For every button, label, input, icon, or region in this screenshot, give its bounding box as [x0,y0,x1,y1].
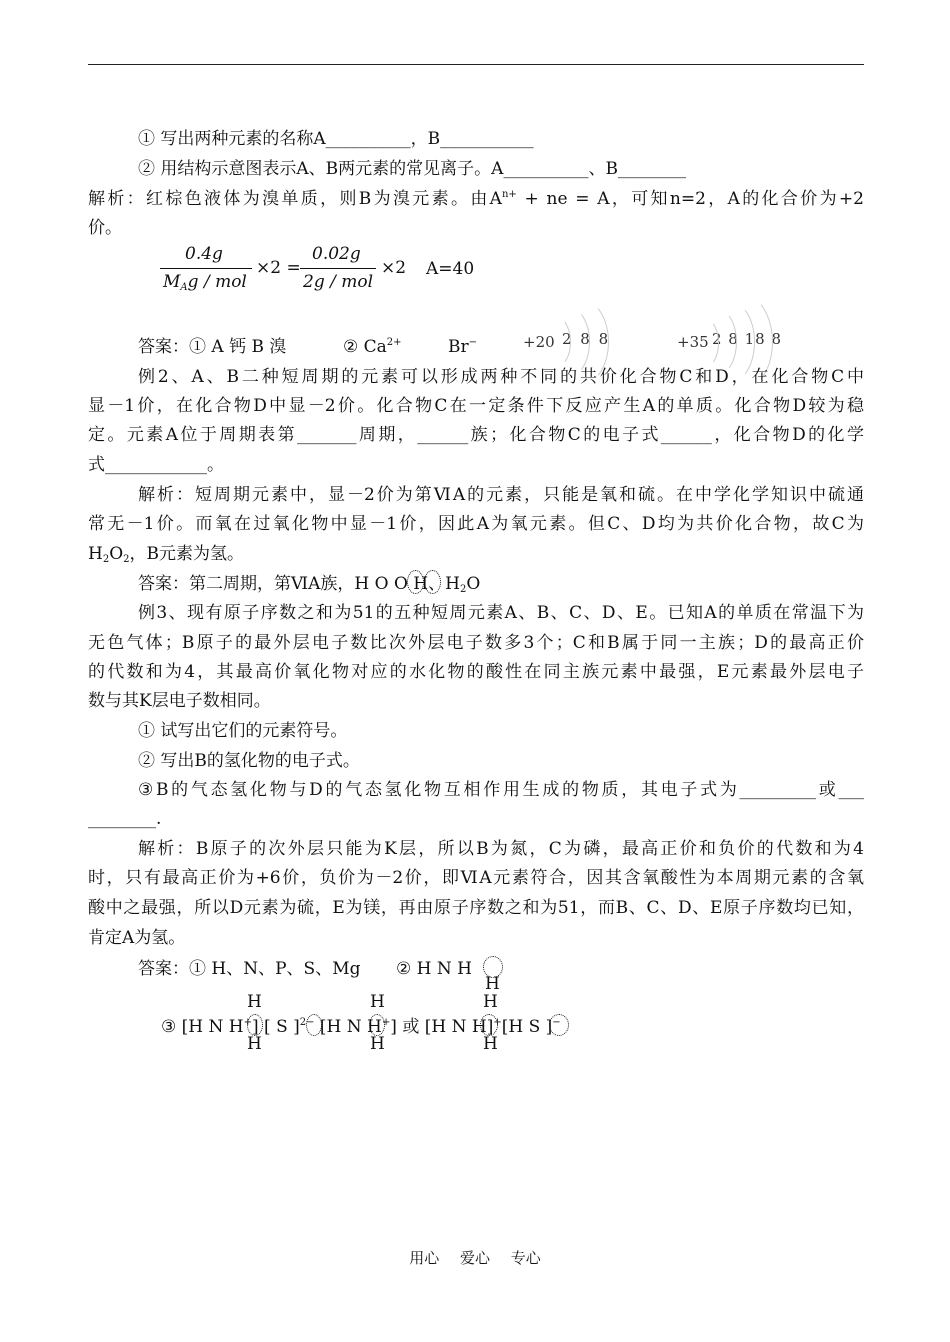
formula-numerator-2: 0.02g [312,244,361,264]
br-nucleus: +35 [677,333,709,351]
analysis-3-line-1: 解析：B原子的次外层只能为K层，所以B为氮，C为磷，最高正价和负价的代数和为4 [138,839,864,859]
example-3-question-1: ① 试写出它们的元素符号。 [138,721,348,741]
example-2-line-1: 例2、A、B二种短周期的元素可以形成两种不同的共价化合物C和D，在化合物C中 [138,367,864,387]
ca-shells: 2 8 8 [562,330,611,348]
formula-denominator-1: $M_Ag$ / mol [163,272,247,293]
answer-2: 答案：第二周期，第ⅥA族，H O O H、$H_2O$ [138,574,481,595]
answer-3-h-top: H [370,992,385,1012]
electron-dots [424,570,441,594]
answer-3-h-top: H [247,992,262,1012]
formula-multiply-2: ×2 [381,258,407,278]
h2o2-electron-formula: H O O H [354,574,429,594]
analysis-2-line-2: 常无－1价。而氧在过氧化物中显－1价，因此A为氧元素。但C、D均为共价化合物，故C为 [88,514,864,534]
answer-3-h-bottom: H [483,1034,498,1054]
example-3-line-4: 数与其K层电子数相同。 [88,691,271,711]
analysis-1-line-2: 价。 [88,218,122,238]
answer-3-part-3: ③ [H N H+] [ S ]$^{2-}$ [H N H+] 或 [H N H]+[H S ]− [161,1017,561,1037]
answer-3-h-bottom: H [247,1034,262,1054]
example-3-question-3: ③B的气态氢化物与D的气态氢化物互相作用生成的物质，其电子式为_________或___ [138,780,864,800]
example-3-line-1: 例3、现有原子序数之和为51的五种短周元素A、B、C、D、E。已知A的单质在常温下为 [138,603,864,623]
ca-nucleus: +20 [523,333,555,351]
example-2-line-3: 定。元素A位于周期表第_______周期，______族；化合物C的电子式______，化合物D的化学 [88,425,864,445]
example-3-question-2: ② 写出B的氢化物的电子式。 [138,751,360,771]
formula-numerator-1: 0.4g [185,244,223,264]
example-2-line-2: 显－1价，在化合物D中显－2价。化合物C在一定条件下反应产生A的单质。化合物D较为稳 [88,396,864,416]
answer-1-br-ion: Br− [448,337,478,357]
analysis-2-line-3: $H_2O_2$，B元素为氢。 [88,544,245,565]
analysis-3-line-4: 肯定A为氢。 [88,928,186,948]
example-3-question-3-cont: ________. [88,809,162,829]
answer-3-part-2-h: H [485,974,500,994]
question-2: ② 用结构示意图表示A、B两元素的常见离子。A__________、B________ [138,159,686,179]
answer-3-part-1: 答案：① H、N、P、S、Mg [138,959,361,979]
answer-3-h-bottom: H [370,1034,385,1054]
page-footer [0,1247,950,1268]
footer-text: 用心 [409,1249,440,1267]
formula-result: A=40 [426,259,475,279]
electron-dots [407,570,424,594]
example-2-line-4: 式____________。 [88,455,224,475]
analysis-3-line-2: 时，只有最高正价为+6价，负价为－2价，即ⅥA元素符合，因其含氧酸性为本周期元素的含氧 [88,868,864,888]
question-1: ① 写出两种元素的名称A__________，B___________ [138,129,534,149]
footer-text: 专心 [510,1249,541,1267]
example-3-line-3: 的代数和为4，其最高价氧化物对应的水化物的酸性在同主族元素中最强，E元素最外层电子 [88,662,864,682]
example-3-line-2: 无色气体；B原子的最外层电子数比次外层电子数多3个；C和B属于同一主族；D的最高正价 [88,633,864,653]
analysis-2-line-1: 解析：短周期元素中，显－2价为第ⅥA的元素，只能是氧和硫。在中学化学知识中硫通 [138,485,864,505]
answer-1: 答案：① A 钙 B 溴 [138,337,287,357]
analysis-3-line-3: 酸中之最强，所以D元素为硫，E为镁，再由原子序数之和为51，而B、C、D、E原子序数均已知， [88,898,864,918]
formula-multiply-1: ×2 = [256,258,301,278]
analysis-1-line-1: 解析：红棕色液体为溴单质，则B为溴元素。由$A^{n+}$ + ne = A，可知n=2，A的化合价为+2 [88,189,864,209]
electron-dots [549,1014,569,1036]
answer-3-part-2: ② H N H [396,959,472,979]
answer-1-ca-ion: ② $Ca^{2+}$ [343,337,402,357]
header-rule [88,64,864,65]
answer-3-h-top: H [483,992,498,1012]
electron-dots [306,1014,322,1036]
br-shells: 2 8 18 8 [712,330,783,348]
footer-text: 爱心 [459,1249,490,1267]
formula-denominator-2: 2g / mol [303,272,374,292]
